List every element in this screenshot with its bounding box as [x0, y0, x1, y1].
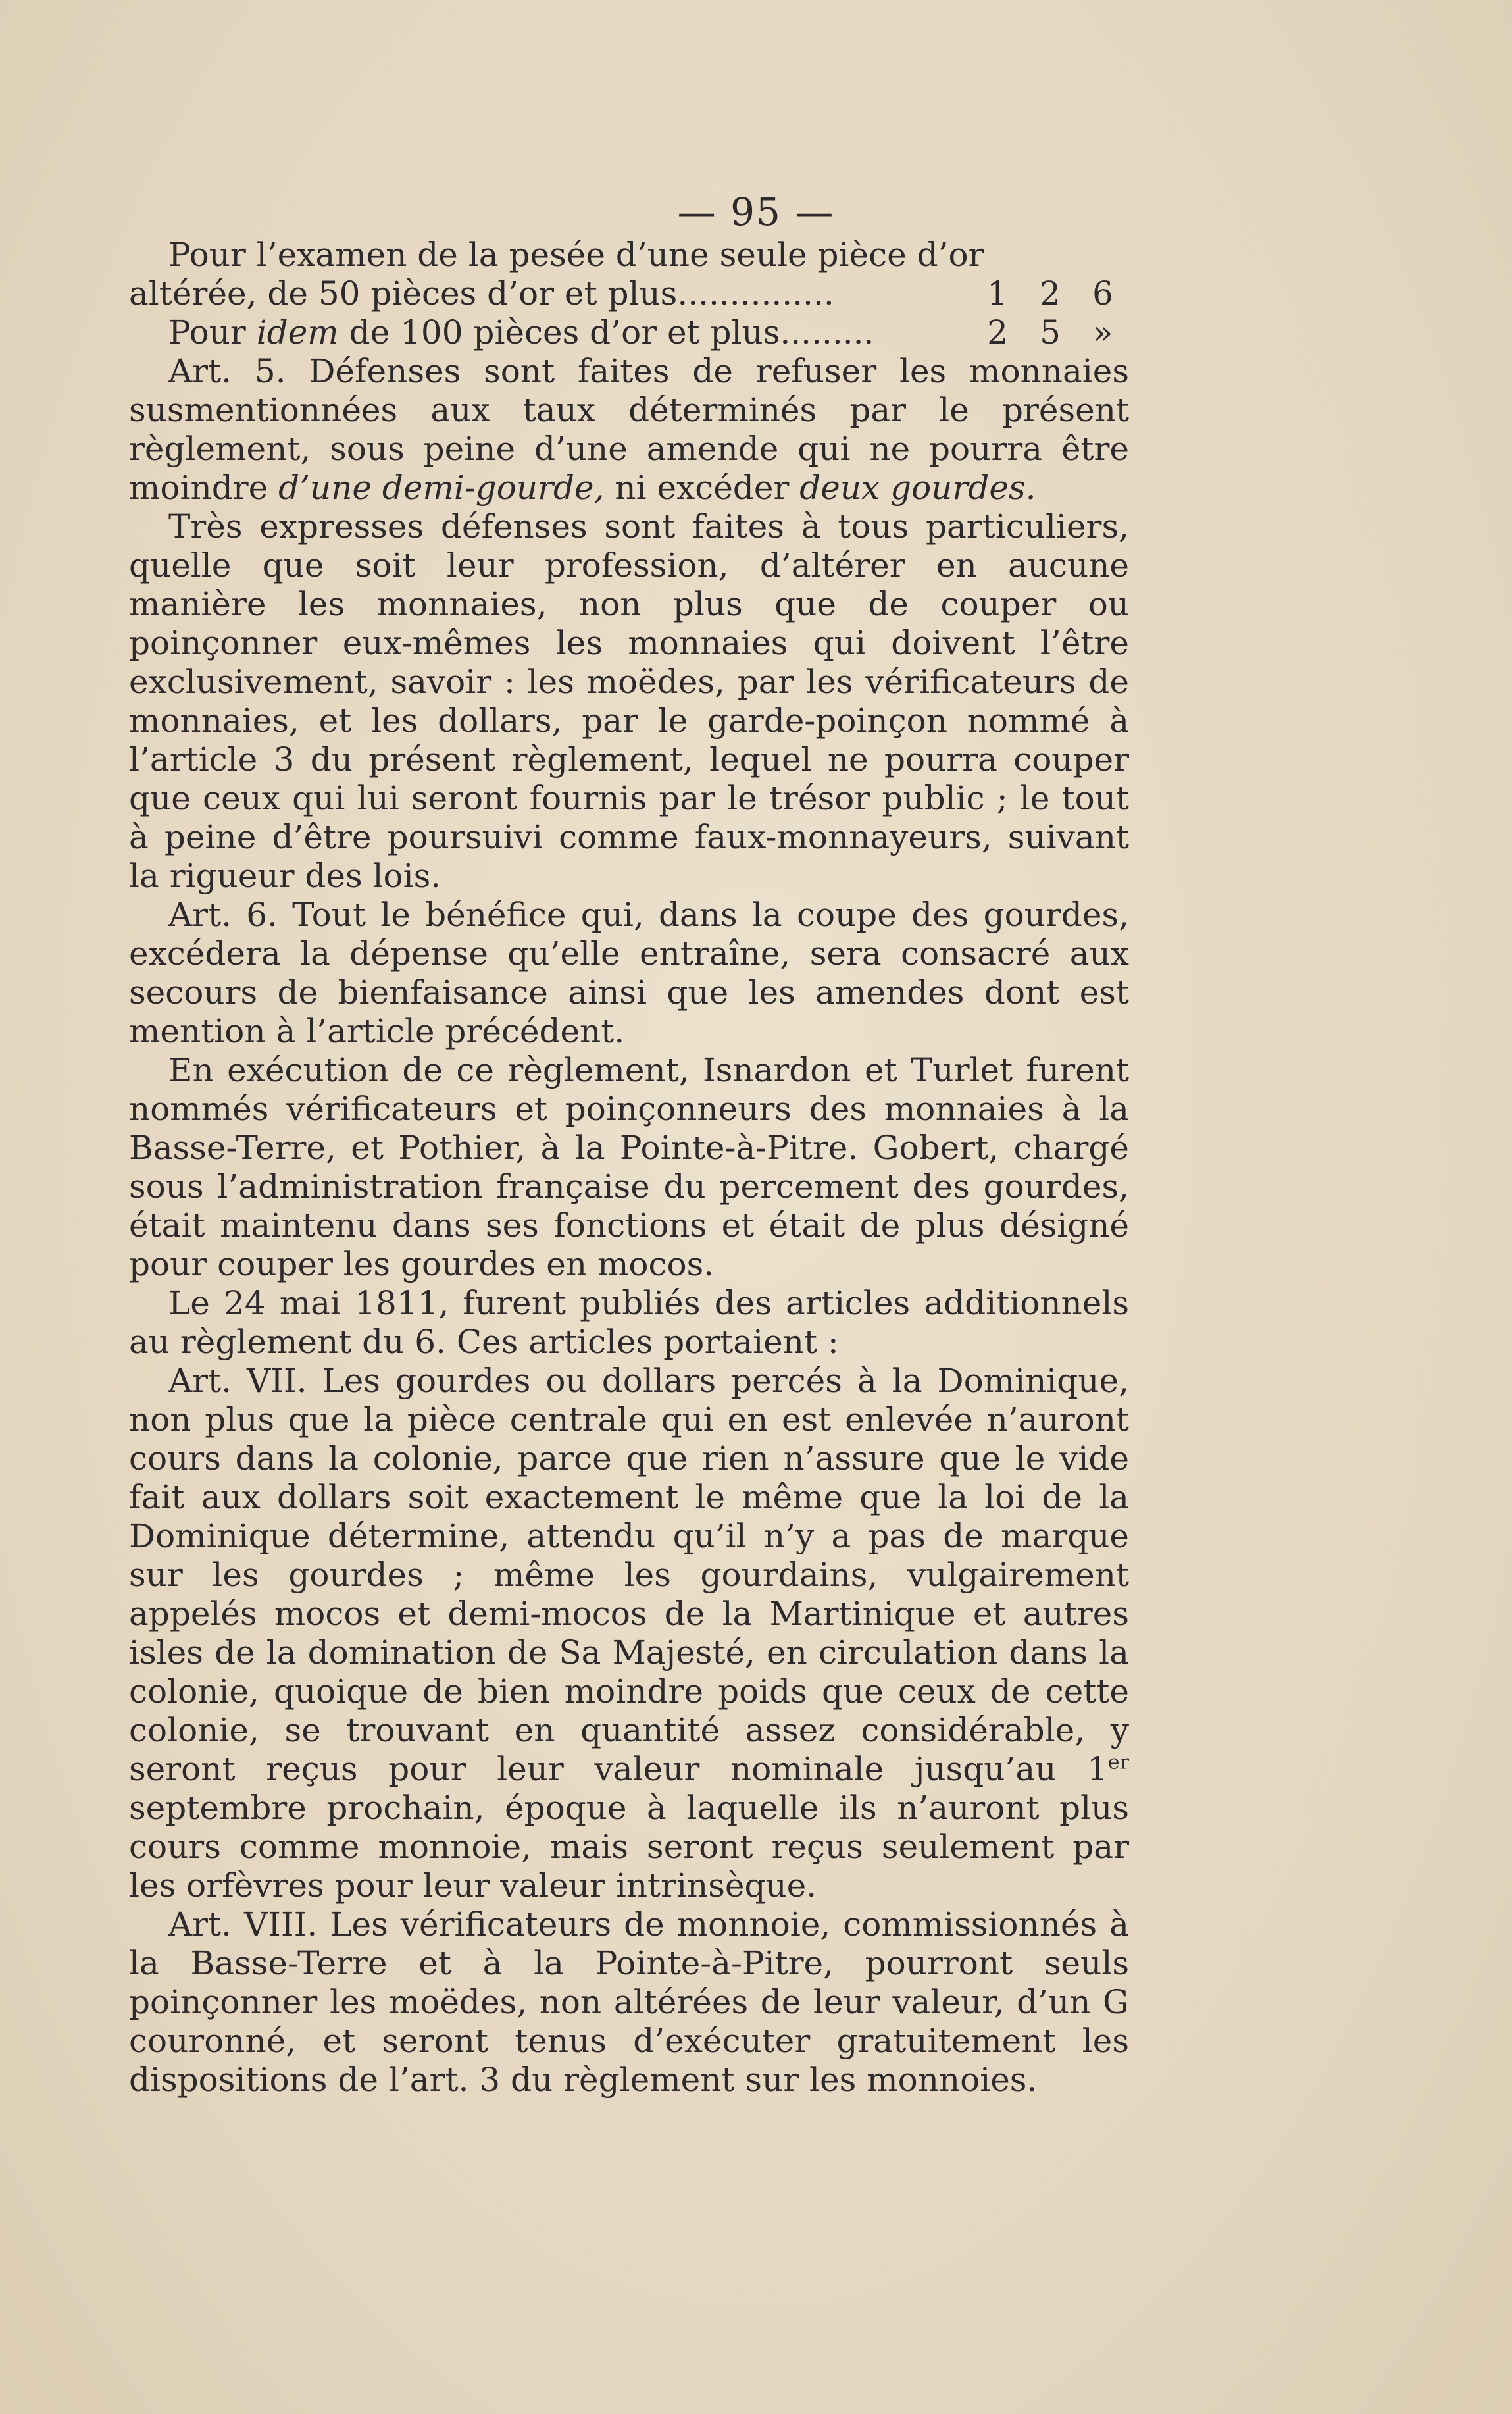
paragraph: En exécution de ce règlement, Isnardon et Turlet furent nommés vérificateurs et poinçonneurs des monnaies à la Basse-Terre, et Pothier, à la Pointe-à-Pitre. Gobert, chargé sous l’administration française du percement des gourdes, était maintenu dans ses fonctions et était de plus désigné pour couper les gourdes en mocos. [129, 1051, 1129, 1283]
fee-amount: 6 [1092, 274, 1113, 313]
fee-amount: 2 [987, 313, 1008, 351]
article-5: Art. 5. Défenses sont faites de refuser les monnaies susmentionnées aux taux déterminés par le présent règlement, sous peine d’une amende qui ne pourra être moindre d’une demi-gourde, ni excéder deux gourdes. [129, 352, 1129, 507]
page-body [129, 236, 1129, 2099]
paragraph: Très expresses défenses sont faites à tous particuliers, quelle que soit leur profession, d’altérer en aucune manière les monnaies, non plus que de couper ou poinçonner eux-mêmes les monnaies qui doivent l’être exclusivement, savoir : les moëdes, par les vérificateurs de monnaies, et les dollars, par le garde-poinçon nommé à l’article 3 du présent règlement, lequel ne pourra couper que ceux qui lui seront fournis par le trésor public ; le tout à peine d’être poursuivi comme faux-monnayeurs, suivant la rigueur des lois. [129, 507, 1129, 895]
fee-amount: 1 [987, 274, 1008, 313]
fee-amount: 2 [1040, 274, 1061, 313]
fee-row-1 [129, 274, 1129, 313]
fee-description-2: Pour idem de 100 pièces d’or et plus......... [168, 313, 874, 351]
paragraph: Le 24 mai 1811, furent publiés des articles additionnels au règlement du 6. Ces articles portaient : [129, 1284, 1129, 1361]
fee-description-1: altérée, de 50 pièces d’or et plus............... [129, 274, 834, 313]
fee-row-2 [129, 313, 1129, 352]
fee-amount: 5 [1040, 313, 1061, 351]
article-6: Art. 6. Tout le bénéfice qui, dans la coupe des gourdes, excédera la dépense qu’elle entraîne, sera consacré aux secours de bienfaisance ainsi que les amendes dont est mention à l’article précédent. [129, 896, 1129, 1050]
article-7: Art. VII. Les gourdes ou dollars percés à la Dominique, non plus que la pièce centrale qui en est enlevée n’auront cours dans la colonie, parce que rien n’assure que le vide fait aux dollars soit exactement le même que la loi de la Dominique détermine, attendu qu’il n’y a pas de marque sur les gourdes ; même les gourdains, vulgairement appelés mocos et demi-mocos de la Martinique et autres isles de la domination de Sa Majesté, en circulation dans la colonie, quoique de bien moindre poids que ceux de cette colonie, se trouvant en quantité assez considérable, y seront reçus pour leur valeur nominale jusqu’au 1er septembre prochain, époque à laquelle ils n’auront plus cours comme monnoie, mais seront reçus seulement par les orfèvres pour leur valeur intrinsèque. [129, 1362, 1129, 1905]
fee-line-1a: Pour l’examen de la pesée d’une seule pièce d’or [168, 236, 984, 274]
article-8: Art. VIII. Les vérificateurs de monnoie, commissionnés à la Basse-Terre et à la Pointe-à-Pitre, pourront seuls poinçonner les moëdes, non altérées de leur valeur, d’un G couronné, et seront tenus d’exécuter gratuitement les dispositions de l’art. 3 du règlement sur les monnoies. [129, 1905, 1129, 2099]
page-number: — 95 — [677, 190, 835, 234]
fee-amount: » [1092, 313, 1113, 351]
